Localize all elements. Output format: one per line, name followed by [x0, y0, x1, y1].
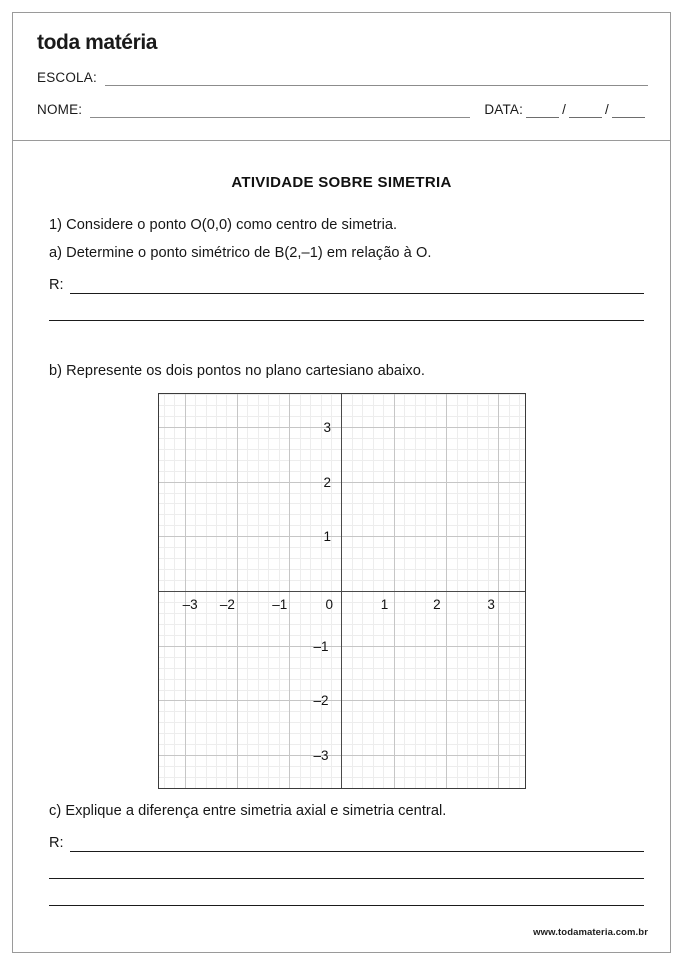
x-axis: [159, 591, 525, 592]
answer-line-row: [49, 267, 644, 294]
answer-block-1a: [13, 267, 670, 321]
y-axis-tick-label: 3: [323, 419, 332, 435]
cartesian-plane[interactable]: [158, 393, 526, 789]
question-1a-statement: a) Determine o ponto simétrico de B(2,–1) em relação à O.: [49, 245, 432, 261]
worksheet-page: [12, 12, 671, 953]
y-axis-tick-label: 2: [323, 474, 332, 490]
x-axis-tick-label: –2: [219, 597, 235, 612]
y-axis-tick-label: –1: [313, 638, 329, 654]
date-separator-2: /: [605, 102, 609, 117]
footer-url: www.todamateria.com.br: [533, 927, 648, 938]
answer-line-row: [49, 879, 644, 906]
answer-label: R:: [49, 835, 64, 851]
name-input-line[interactable]: [90, 104, 470, 118]
answer-write-line[interactable]: [70, 279, 644, 294]
answer-write-line[interactable]: [49, 891, 644, 906]
axis-origin-label: 0: [325, 597, 334, 612]
question-1-statement: 1) Considere o ponto O(0,0) como centro de simetria.: [49, 217, 398, 233]
question-1c-statement: c) Explique a diferença entre simetria axial e simetria central.: [49, 803, 447, 819]
answer-line-row: [49, 825, 644, 852]
x-axis-tick-label: 3: [487, 597, 495, 612]
name-date-field-row: [37, 102, 648, 118]
worksheet-body: [13, 174, 670, 906]
answer-write-line[interactable]: [70, 837, 644, 852]
answer-line-row: [49, 852, 644, 879]
date-month-input-line[interactable]: [569, 104, 602, 118]
x-axis-tick-label: –1: [272, 597, 288, 612]
page-title: ATIVIDADE SOBRE SIMETRIA: [231, 174, 452, 191]
y-axis-tick-label: –3: [313, 748, 329, 764]
y-axis-tick-label: 1: [323, 529, 332, 545]
answer-line-row: [49, 294, 644, 321]
school-label: ESCOLA:: [37, 70, 97, 85]
x-axis-tick-label: 2: [433, 597, 441, 612]
question-1b-statement: b) Represente os dois pontos no plano cartesiano abaixo.: [49, 363, 425, 379]
answer-label: R:: [49, 277, 64, 293]
cartesian-plane-wrapper: [13, 393, 670, 789]
x-axis-tick-label: –3: [182, 597, 198, 612]
y-axis-tick-label: –2: [313, 693, 329, 709]
date-separator-1: /: [562, 102, 567, 117]
name-label: NOME:: [37, 102, 83, 117]
date-label: DATA:: [484, 102, 524, 117]
answer-write-line[interactable]: [49, 864, 644, 879]
date-year-input-line[interactable]: [612, 104, 645, 118]
page-header: [13, 13, 670, 141]
school-input-line[interactable]: [105, 72, 648, 86]
answer-write-line[interactable]: [49, 306, 644, 321]
school-field-row: [37, 70, 648, 86]
brand-logo: toda matéria: [37, 31, 158, 54]
date-day-input-line[interactable]: [526, 104, 559, 118]
cartesian-plane-grid: [159, 394, 525, 788]
answer-block-1c: [13, 825, 670, 906]
date-field-group: [484, 102, 648, 118]
x-axis-tick-label: 1: [380, 597, 389, 612]
